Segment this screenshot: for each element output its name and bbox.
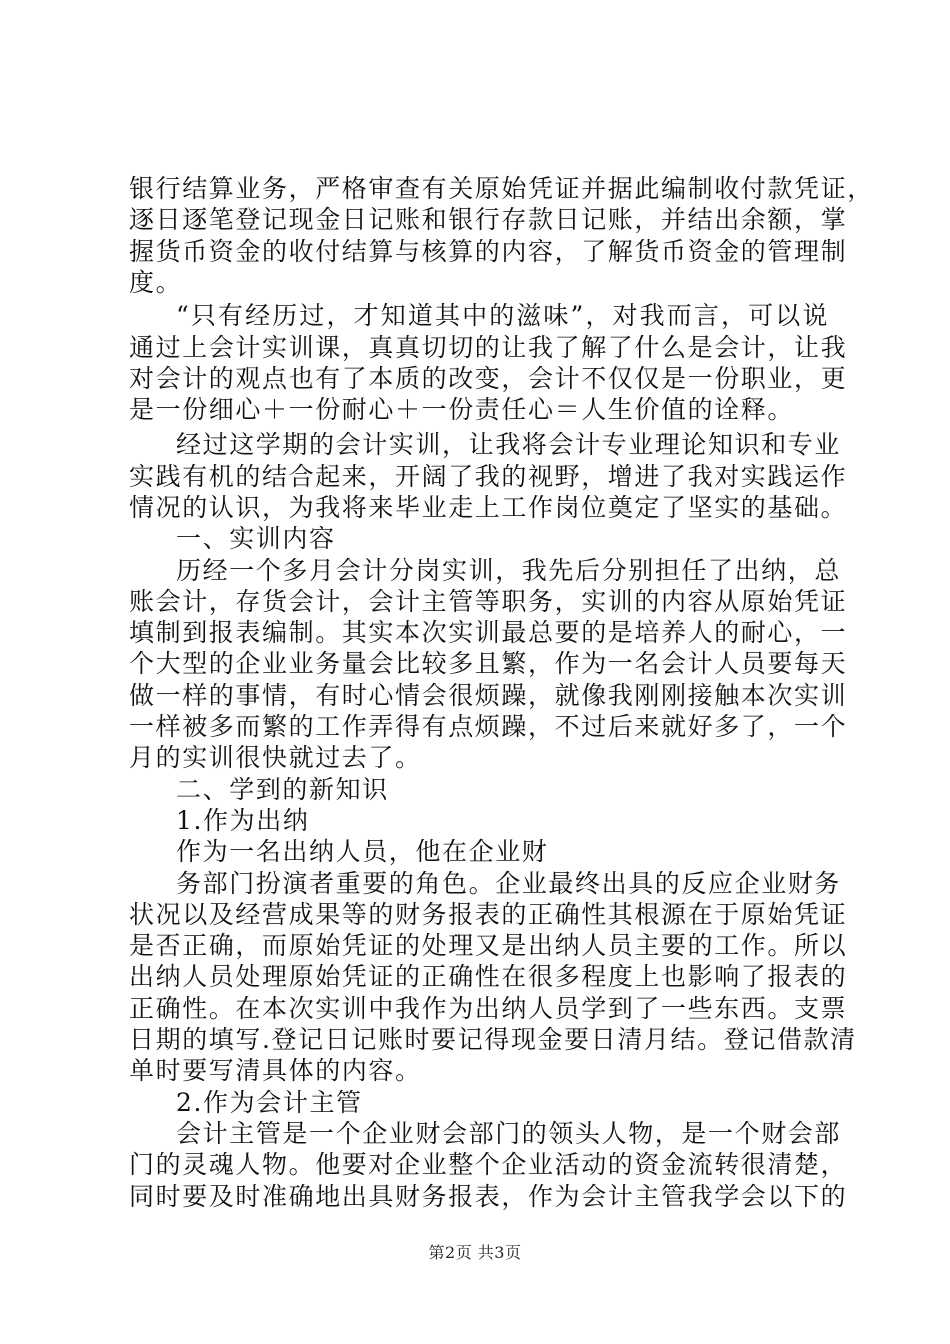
text-line: 一样被多而繁的工作弄得有点烦躁，不过后来就好多了，一个 [129,712,848,741]
text-line: 通过上会计实训课，真真切切的让我了解了什么是会计，让我 [129,333,848,362]
text-line: 正确性。在本次实训中我作为出纳人员学到了一些东西。支票 [129,994,848,1023]
section-heading: 一、实训内容 [176,524,336,553]
text-line: 度。 [129,268,183,297]
text-line: 实践有机的结合起来，开阔了我的视野，增进了我对实践运作 [129,462,848,491]
paragraph-first-line: 务部门扮演者重要的角色。企业最终出具的反应企业财务 [176,869,842,898]
section-heading: 二、学到的新知识 [176,775,389,804]
subsection-heading: 1.作为出纳 [176,806,310,835]
text-line: 同时要及时准确地出具财务报表，作为会计主管我学会以下的 [129,1182,848,1211]
text-line: 做一样的事情，有时心情会很烦躁，就像我刚刚接触本次实训 [129,681,848,710]
text-line: 个大型的企业业务量会比较多且繁，作为一名会计人员要每天 [129,649,848,678]
text-line: 是否正确，而原始凭证的处理又是出纳人员主要的工作。所以 [129,931,848,960]
text-line: 填制到报表编制。其实本次实训最总要的是培养人的耐心，一 [129,618,848,647]
text-line: 作为一名出纳人员，他在企业财 [176,837,549,866]
paragraph-first-line: 历经一个多月会计分岗实训，我先后分别担任了出纳，总 [176,556,842,585]
paragraph-first-line: “只有经历过，才知道其中的滋味”，对我而言，可以说 [176,301,829,330]
text-line: 状况以及经营成果等的财务报表的正确性其根源在于原始凭证 [129,900,848,929]
text-line: 银行结算业务，严格审查有关原始凭证并据此编制收付款凭证， [129,174,874,203]
text-line: 逐日逐笔登记现金日记账和银行存款日记账，并结出余额，掌 [129,205,848,234]
text-line: 月的实训很快就过去了。 [129,743,422,772]
text-line: 情况的认识，为我将来毕业走上工作岗位奠定了坚实的基础。 [129,493,848,522]
subsection-heading: 2.作为会计主管 [176,1088,363,1117]
text-line: 握货币资金的收付结算与核算的内容，了解货币资金的管理制 [129,237,848,266]
text-line: 账会计，存货会计，会计主管等职务，实训的内容从原始凭证 [129,587,848,616]
paragraph-first-line: 会计主管是一个企业财会部门的领头人物，是一个财会部 [176,1119,842,1148]
text-line: 出纳人员处理原始凭证的正确性在很多程度上也影响了报表的 [129,962,848,991]
text-line: 是一份细心＋一份耐心＋一份责任心＝人生价值的诠释。 [129,395,795,424]
text-line: 门的灵魂人物。他要对企业整个企业活动的资金流转很清楚， [129,1150,848,1179]
text-line: 单时要写清具体的内容。 [129,1056,422,1085]
paragraph-first-line: 经过这学期的会计实训，让我将会计专业理论知识和专业 [176,430,842,459]
page-number: 第2页 共3页 [428,1243,522,1262]
text-line: 日期的填写.登记日记账时要记得现金要日清月结。登记借款清 [129,1025,857,1054]
text-line: 对会计的观点也有了本质的改变，会计不仅仅是一份职业，更 [129,364,848,393]
